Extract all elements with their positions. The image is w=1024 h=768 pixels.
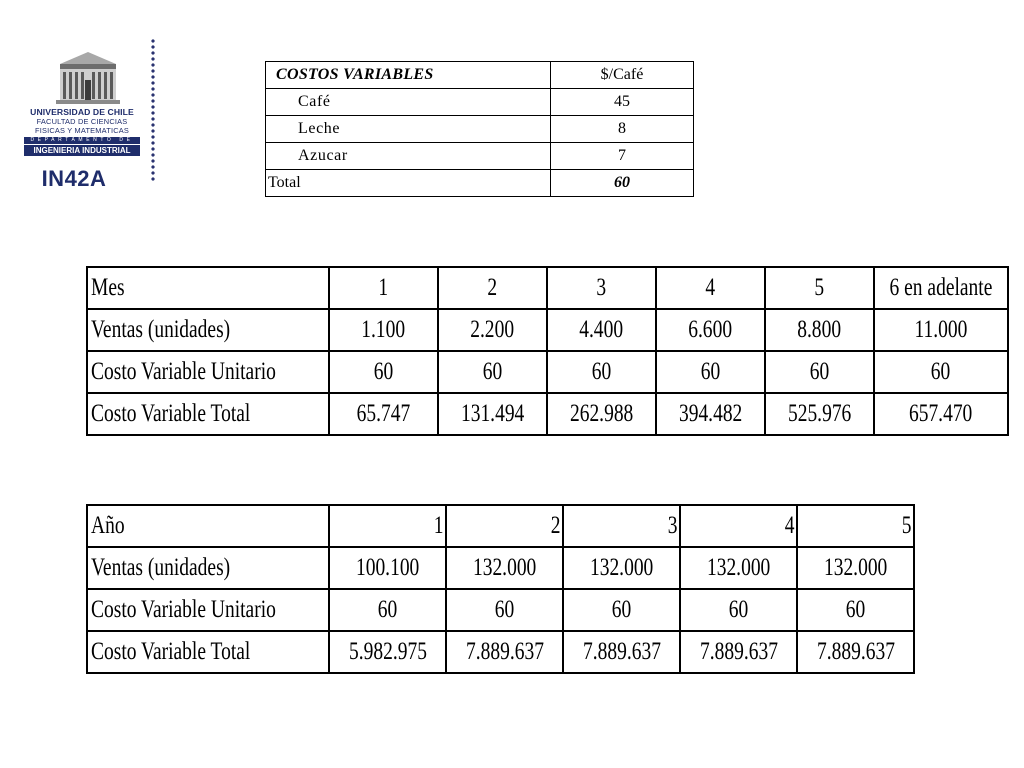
row-label: Costo Variable Unitario xyxy=(87,351,329,393)
row-label: Costo Variable Unitario xyxy=(87,589,329,631)
table-cell: 657.470 xyxy=(874,393,1008,435)
table-cell: 60 xyxy=(680,589,797,631)
table-header-row xyxy=(87,505,914,547)
department-label: DEPARTAMENTO DE xyxy=(24,137,140,144)
table-cell: 60 xyxy=(547,351,656,393)
annual-cost-table xyxy=(86,504,915,674)
monthly-cost-table xyxy=(86,266,1009,436)
table-cell: 60 xyxy=(874,351,1008,393)
header-cell: 3 xyxy=(547,267,656,309)
table-cell: 132.000 xyxy=(563,547,680,589)
course-code: IN42A xyxy=(41,166,107,191)
header-cell: 5 xyxy=(797,505,914,547)
header-cell: 1 xyxy=(329,505,446,547)
header-cell: 4 xyxy=(656,267,765,309)
header-cell: 2 xyxy=(446,505,563,547)
table-cell: 11.000 xyxy=(874,309,1008,351)
total-label: Total xyxy=(266,170,551,197)
table-header-row xyxy=(87,267,1008,309)
table-row xyxy=(266,143,694,170)
department-name: INGENIERIA INDUSTRIAL xyxy=(24,145,140,156)
table-cell: 262.988 xyxy=(547,393,656,435)
faculty-line-1: FACULTAD DE CIENCIAS xyxy=(36,117,128,126)
row-label: Ventas (unidades) xyxy=(87,309,329,351)
table-row xyxy=(266,62,694,89)
university-logo xyxy=(22,50,142,200)
item-name: Azucar xyxy=(266,143,551,170)
table-row xyxy=(87,631,914,673)
item-name: Leche xyxy=(266,116,551,143)
table-cell: 60 xyxy=(563,589,680,631)
row-label: Costo Variable Total xyxy=(87,631,329,673)
table-cell: 2.200 xyxy=(438,309,547,351)
table-row xyxy=(87,309,1008,351)
table-row xyxy=(266,170,694,197)
table-cell: 394.482 xyxy=(656,393,765,435)
table-row xyxy=(266,116,694,143)
table-cell: 100.100 xyxy=(329,547,446,589)
table-row xyxy=(87,547,914,589)
table-cell: 525.976 xyxy=(765,393,874,435)
dotted-divider xyxy=(151,38,155,182)
table-cell: 1.100 xyxy=(329,309,438,351)
table-cell: 8.800 xyxy=(765,309,874,351)
table-cell: 4.400 xyxy=(547,309,656,351)
item-value: 7 xyxy=(551,143,694,170)
costos-variables-table xyxy=(265,61,694,197)
table-cell: 131.494 xyxy=(438,393,547,435)
table-cell: 132.000 xyxy=(797,547,914,589)
header-cell: Año xyxy=(87,505,329,547)
table-cell: 132.000 xyxy=(446,547,563,589)
table-cell: 7.889.637 xyxy=(680,631,797,673)
table-row xyxy=(87,351,1008,393)
header-cell: 5 xyxy=(765,267,874,309)
table-cell: 7.889.637 xyxy=(446,631,563,673)
total-value: 60 xyxy=(551,170,694,197)
table-row xyxy=(87,393,1008,435)
table-cell: 60 xyxy=(438,351,547,393)
header-cell: 4 xyxy=(680,505,797,547)
table-row xyxy=(266,89,694,116)
table-cell: 65.747 xyxy=(329,393,438,435)
header-cell: 6 en adelante xyxy=(874,267,1008,309)
table-cell: 132.000 xyxy=(680,547,797,589)
table-cell: 60 xyxy=(797,589,914,631)
table-cell: 5.982.975 xyxy=(329,631,446,673)
item-name: Café xyxy=(266,89,551,116)
item-value: 45 xyxy=(551,89,694,116)
table-cell: 7.889.637 xyxy=(797,631,914,673)
table-row xyxy=(87,589,914,631)
university-name: UNIVERSIDAD DE CHILE xyxy=(30,107,134,117)
table-cell: 60 xyxy=(446,589,563,631)
item-value: 8 xyxy=(551,116,694,143)
faculty-line-2: FISICAS Y MATEMATICAS xyxy=(35,126,129,135)
header-cell: 1 xyxy=(329,267,438,309)
header-cell: $/Café xyxy=(551,62,694,89)
table-cell: 60 xyxy=(329,589,446,631)
header-cell: 2 xyxy=(438,267,547,309)
table-cell: 7.889.637 xyxy=(563,631,680,673)
header-cell: 3 xyxy=(563,505,680,547)
header-cell: Mes xyxy=(87,267,329,309)
row-label: Costo Variable Total xyxy=(87,393,329,435)
table-cell: 60 xyxy=(765,351,874,393)
building-emblem-icon xyxy=(56,50,120,104)
table-cell: 60 xyxy=(656,351,765,393)
row-label: Ventas (unidades) xyxy=(87,547,329,589)
table-cell: 6.600 xyxy=(656,309,765,351)
header-cell: COSTOS VARIABLES xyxy=(266,62,551,89)
table-cell: 60 xyxy=(329,351,438,393)
